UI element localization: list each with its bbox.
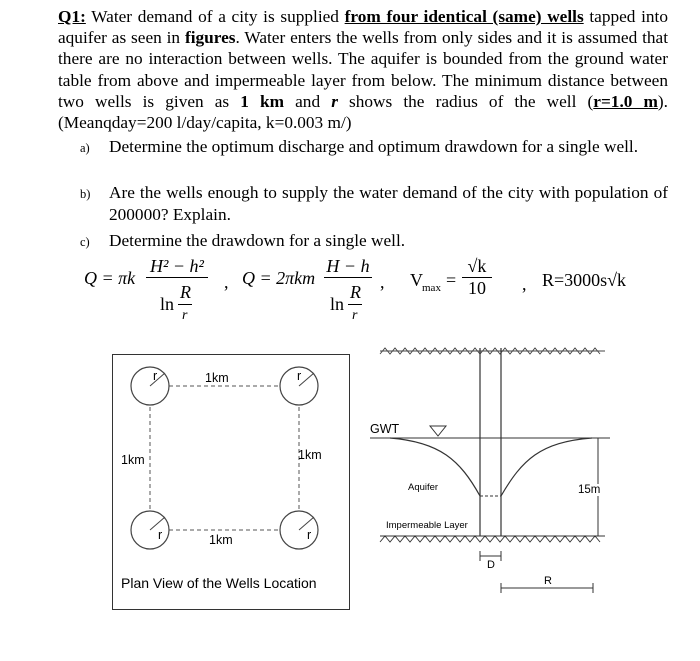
plan-top-distance: 1km <box>205 371 229 385</box>
formula-1-R: R <box>180 282 191 302</box>
gwt-label: GWT <box>370 422 400 436</box>
formula-1-ln: ln <box>160 294 175 314</box>
formula-3-V: V <box>410 270 423 290</box>
formula-1-lhs: Q = πk <box>84 268 136 288</box>
radius-label: R <box>544 575 552 587</box>
question-paragraph <box>58 6 668 133</box>
question-number: Q1: <box>58 7 86 26</box>
plan-left-distance: 1km <box>121 453 145 467</box>
formula-comma-3: , <box>522 274 527 294</box>
item-c-text: Determine the drawdown for a single well. <box>109 231 406 250</box>
item-c-label: c) <box>80 235 90 249</box>
formula-3-sub: max <box>422 282 441 294</box>
question-figures: figures <box>184 28 236 48</box>
item-b-text: Are the wells enough to supply the water demand of the city with population of 200000? Explain. <box>109 183 668 224</box>
formula-1-numerator: H² − h² <box>146 256 208 278</box>
formula-3-eq: = <box>446 270 457 290</box>
question-r: r <box>331 91 338 111</box>
gwt-triangle <box>430 426 446 436</box>
question-radius: r=1.0 m <box>593 91 658 111</box>
depth-label: 15m <box>578 484 601 496</box>
plan-view-drawing <box>113 355 349 609</box>
formula-2-R: R <box>350 282 361 302</box>
formula-row <box>84 252 674 332</box>
impermeable-label: Impermeable Layer <box>386 520 468 531</box>
question-text-5: shows the radius of the well ( <box>337 91 594 111</box>
formula-1-inner-bar <box>178 304 192 305</box>
formula-2-inner-bar <box>348 304 362 305</box>
formula-3-numerator: √k <box>462 256 492 278</box>
formula-2-ln: ln <box>330 294 345 314</box>
formula-1-r: r <box>182 308 188 323</box>
plan-r-label-tr: r <box>297 369 302 383</box>
impermeable-hatch <box>380 536 600 542</box>
plan-r-label-br: r <box>307 528 312 542</box>
well-top-left <box>131 367 169 405</box>
item-b-label: b) <box>80 187 91 201</box>
item-a-text: Determine the optimum discharge and optimum drawdown for a single well. <box>109 137 639 156</box>
question-wells-emphasis: from four identical (same) wells <box>344 7 584 26</box>
plan-r-label-bl: r <box>158 528 163 542</box>
well-bottom-left <box>131 511 169 549</box>
question-text-4: and <box>284 91 332 111</box>
formula-2-r: r <box>352 308 358 323</box>
question-text-1: Water demand of a city is supplied <box>85 7 345 26</box>
formula-3-denominator: 10 <box>468 278 486 298</box>
formula-2-lhs: Q = 2πkm <box>242 268 316 288</box>
diameter-label: D <box>487 559 495 571</box>
plan-view-box <box>112 354 350 610</box>
formula-1-fraction <box>146 256 208 278</box>
plan-caption: Plan View of the Wells Location <box>121 575 317 591</box>
formula-3-fraction <box>462 256 492 299</box>
question-text-6: ). (Meanqday=200 l/day/capita, k=0.003 m/) <box>58 91 668 133</box>
formula-comma-2: , <box>380 272 385 292</box>
formula-4: R=3000s√k <box>542 270 627 290</box>
plan-right-distance: 1km <box>298 448 322 462</box>
question-text-3: . Water enters the wells from only sides and it is assumed that there are no interaction between wells. The aquifer is bounded from the ground water table from above and impermeable layer from below. The minimum distance between two wells is given as <box>58 28 668 111</box>
plan-r-label-tl: r <box>153 369 158 383</box>
question-text-2: tapped into aquifer as seen in <box>58 7 668 48</box>
formula-comma-1: , <box>224 272 229 292</box>
question-distance: 1 km <box>240 91 285 111</box>
formula-2-fraction <box>324 256 372 278</box>
plan-bottom-distance: 1km <box>209 533 233 547</box>
formula-2-numerator: H − h <box>324 256 372 278</box>
well-bottom-right <box>280 511 318 549</box>
item-a-label: a) <box>80 141 90 155</box>
cross-section <box>360 340 620 610</box>
aquifer-label: Aquifer <box>408 482 439 493</box>
